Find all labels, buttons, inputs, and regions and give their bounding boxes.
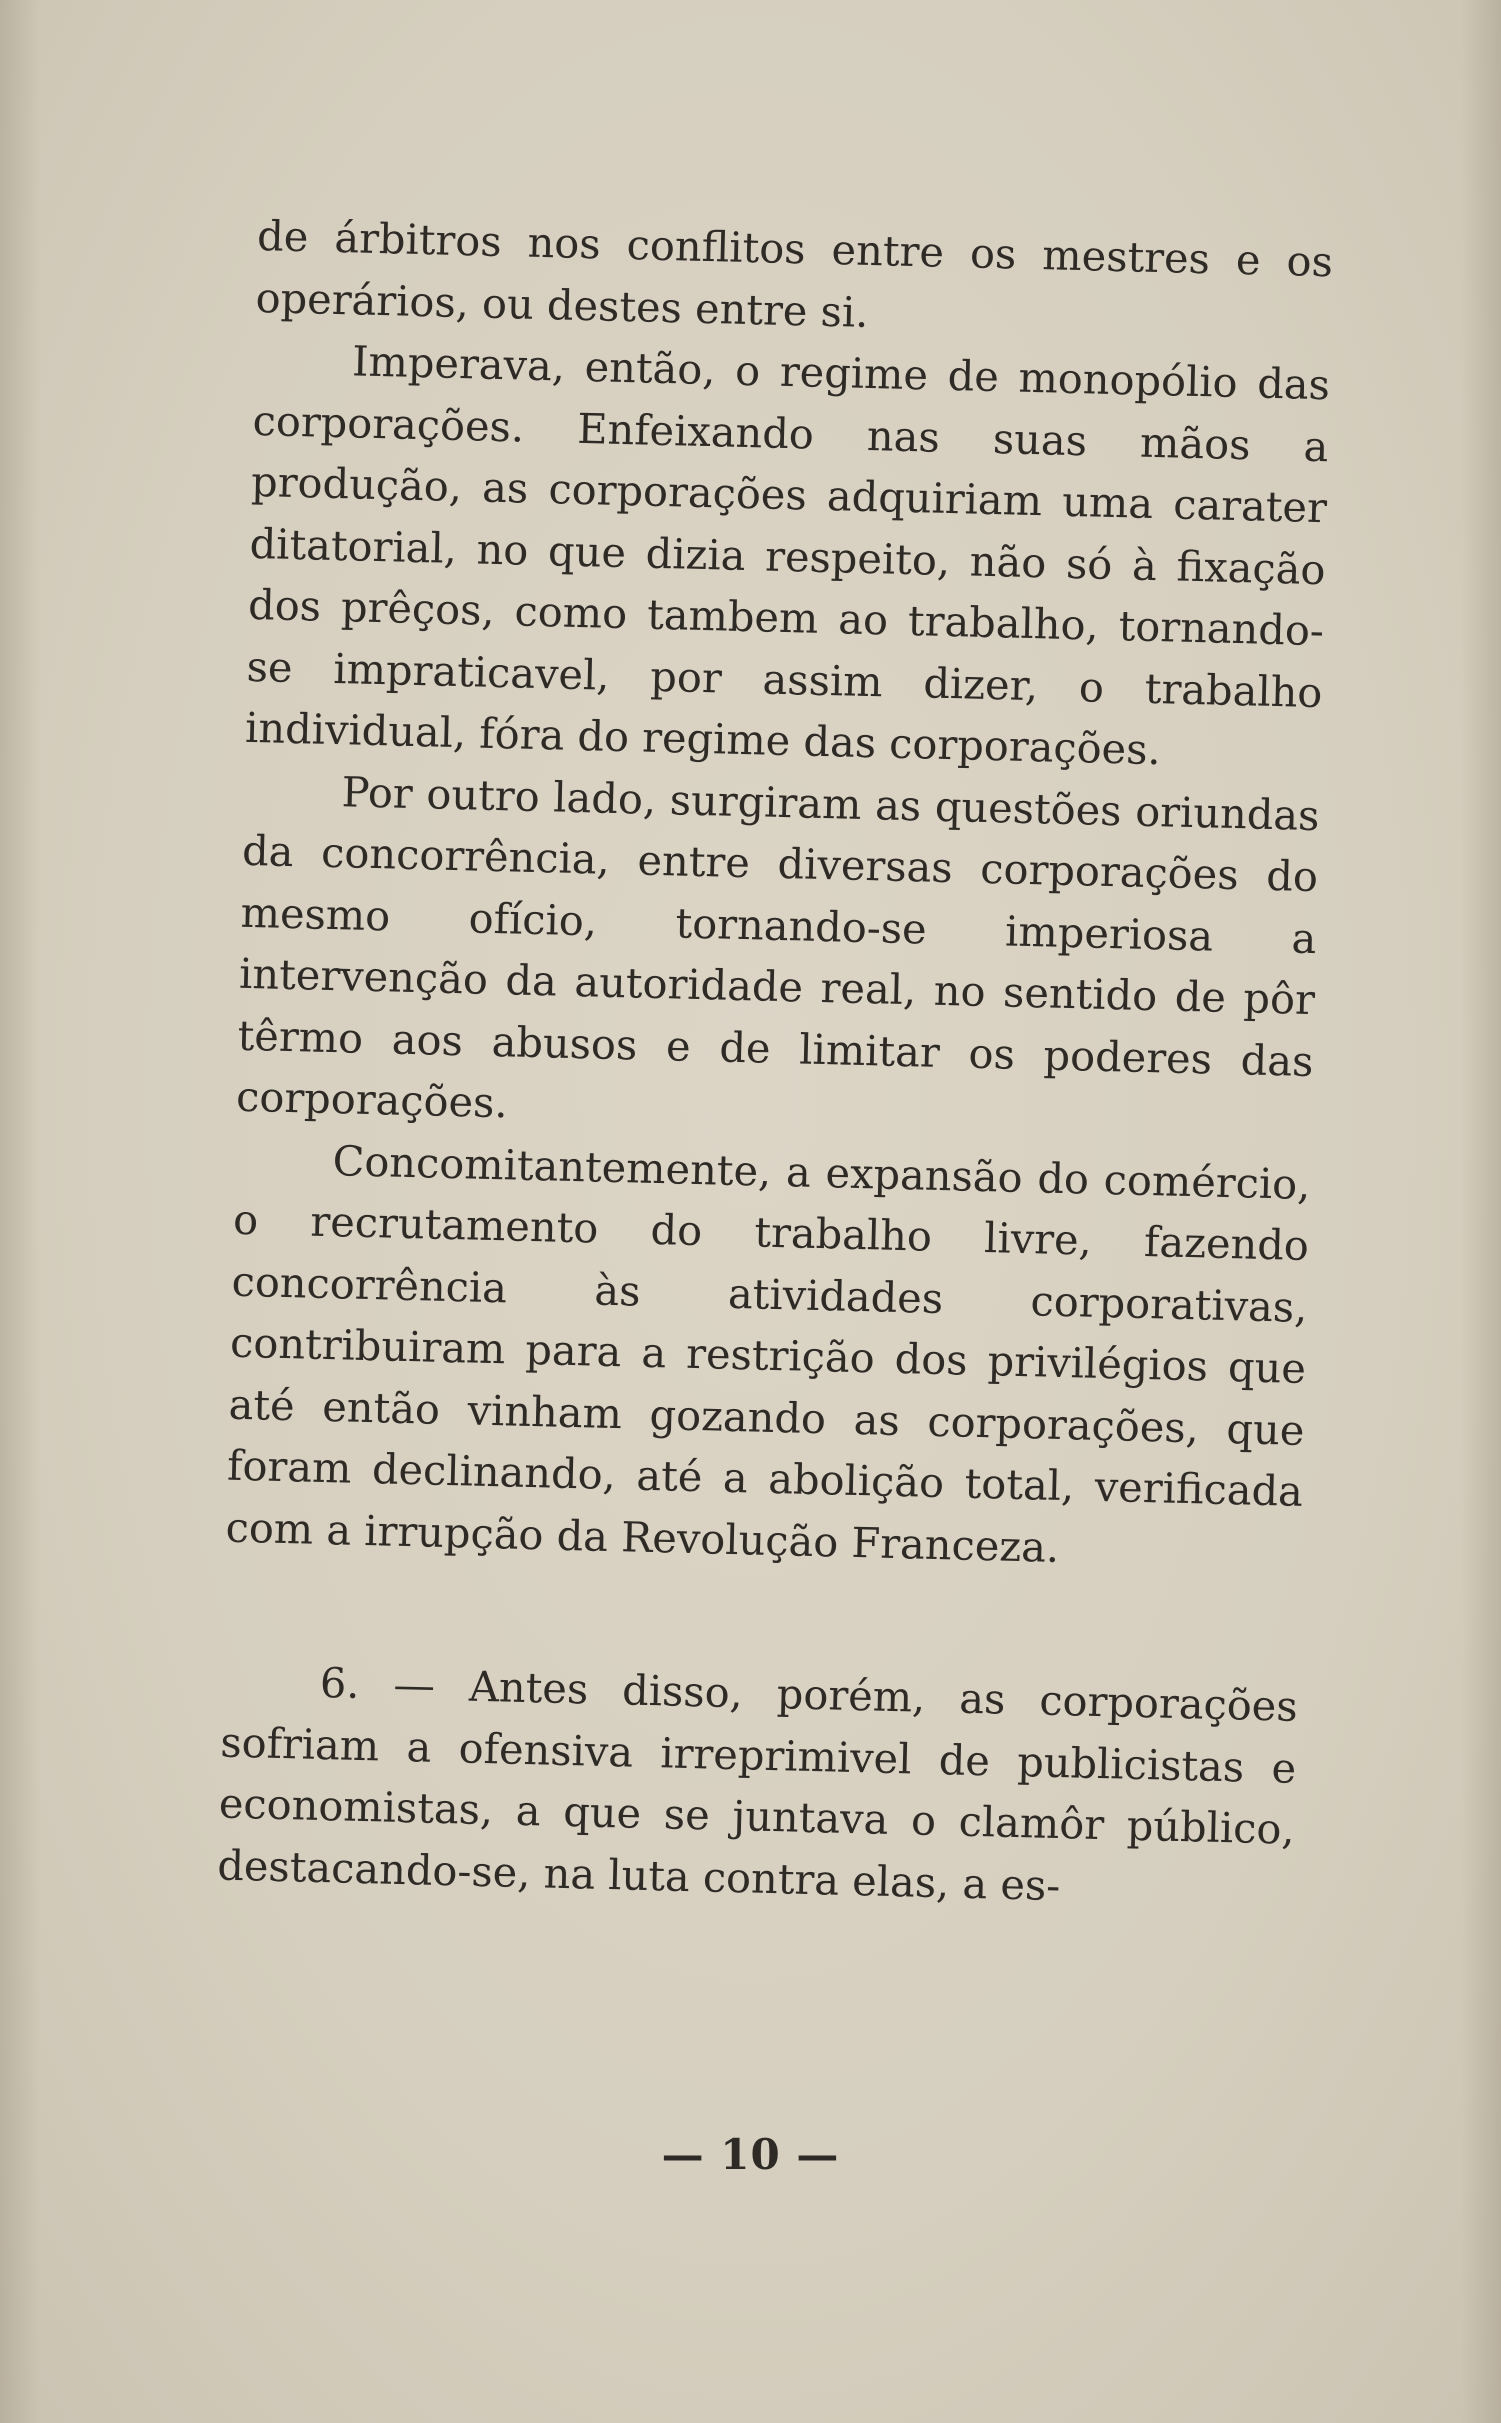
paragraph-competition: Por outro lado, surgiram as questões oriundas da concorrência, entre diversas corporações do mesmo ofício, tornando-se imperiosa a intervenção da autoridade real, no sentido de pôr têrmo aos abusos e de limitar os poderes das corporações. [235,766,1321,1128]
page-number: — 10 — [661,2130,840,2179]
body-text [217,205,1334,1922]
paragraph-continuation: de árbitros nos conflitos entre os mestres e os operários, ou destes entre si. [255,210,1334,337]
page-right-edge-shadow [1461,0,1501,2423]
paragraph-section-6: 6. — Antes disso, porém, as corporações sofriam a ofensiva irreprimivel de publicistas e economistas, a que se juntava o clamôr público, destacando-se, na luta contra elas, a es- [216,1657,1299,1910]
paragraph-commerce-expansion: Concomitantemente, a expansão do comércio, o recrutamento do trabalho livre, fazendo concorrência às atividades corporativas, contribuiram para a restrição dos privilégios que até então vinham gozando as corporações, que foram declinando, até a abolição total, verificada com a irrupção da Revolução Franceza. [225,1135,1311,1572]
page-left-edge-shadow [0,0,40,2423]
paragraph-monopoly: Imperava, então, o regime de monopólio das corporações. Enfeixando nas suas mãos a produção, as corporações adquiriam uma carater ditatorial, no que dizia respeito, não só à fixação dos prêços, como tambem ao trabalho, tornando-se impraticavel, por assim dizer, o trabalho individual, fóra do regime das corporações. [244,336,1331,775]
